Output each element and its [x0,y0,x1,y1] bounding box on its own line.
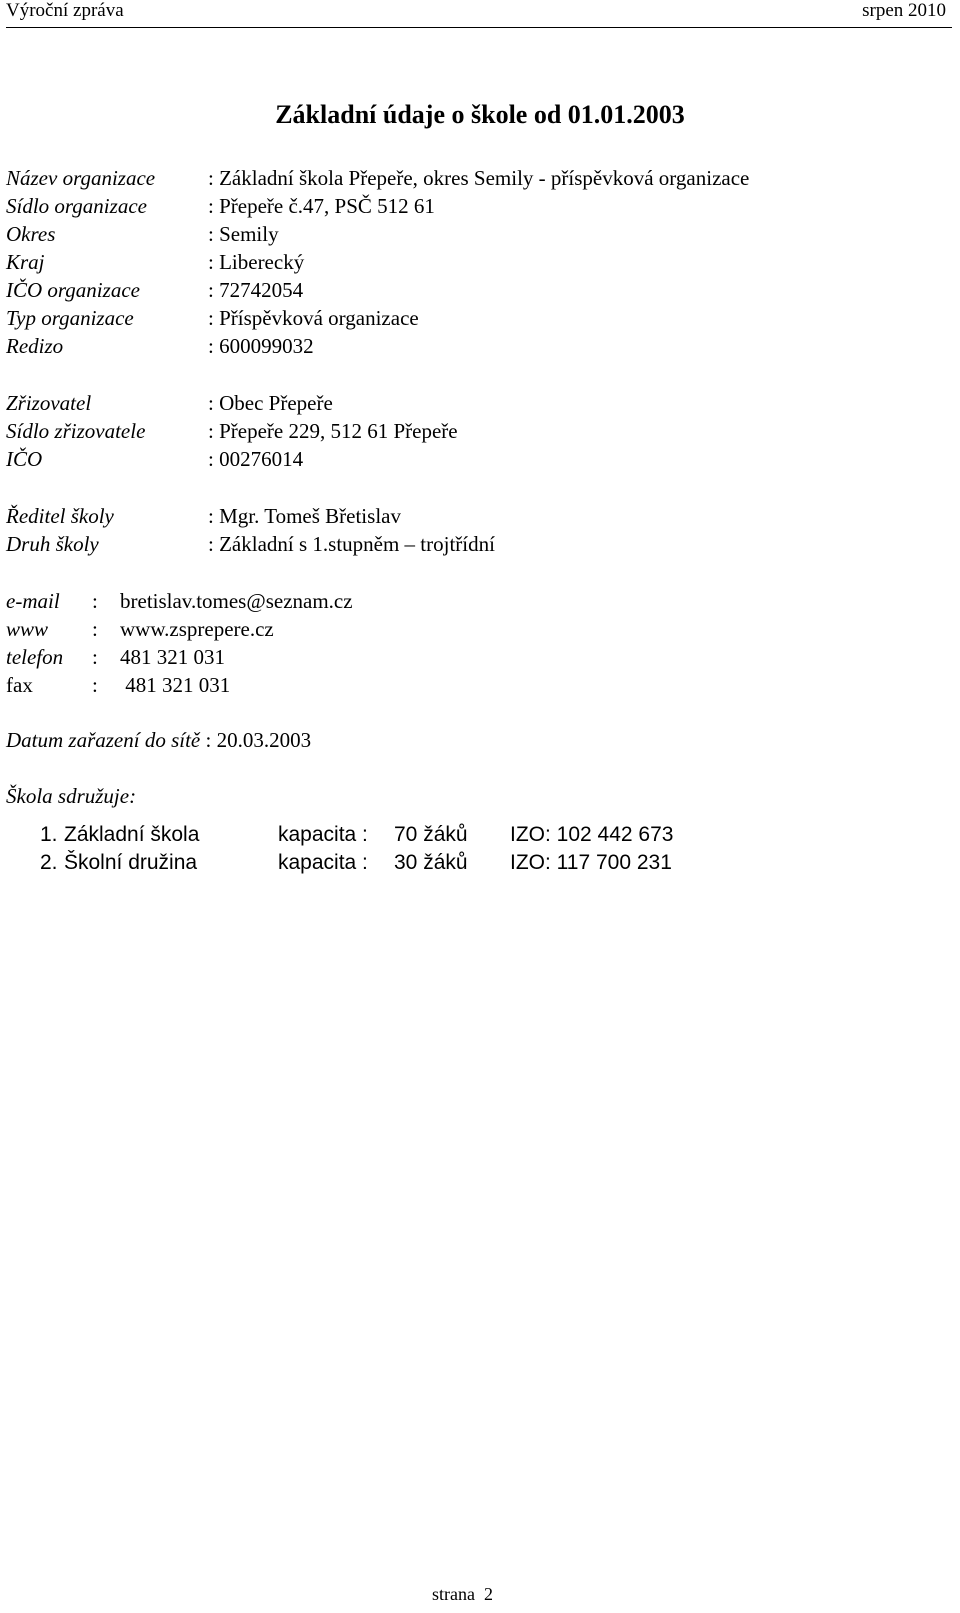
info-value: : Mgr. Tomeš Břetislav [208,504,401,528]
header-title: Výroční zpráva [6,0,124,21]
header-rule [6,27,952,28]
info-value: : Příspěvková organizace [208,306,419,330]
info-value: : Obec Přepeře [208,391,333,415]
info-label: Typ organizace [6,306,134,330]
fax-value: 481 321 031 [120,673,231,697]
member-izo: IZO: 102 442 673 [510,823,674,846]
contact-label: e-mail [6,589,60,613]
member-capacity-label: kapacita : [278,823,368,846]
info-label: Zřizovatel [6,391,92,415]
member-capacity-value: 70 žáků [394,823,468,846]
page-number: strana 2 [432,1584,493,1604]
info-label: Ředitel školy [6,504,114,528]
website-link[interactable]: www.zsprepere.cz [120,617,274,641]
contact-separator: : [92,617,98,641]
member-number: 1. [40,823,58,846]
info-label: Redizo [6,334,64,358]
contact-separator: : [92,645,98,669]
skola-sdruzuje-heading: Škola sdružuje: [6,784,137,808]
info-label: Druh školy [6,532,99,556]
page-header [0,0,960,30]
header-date: srpen 2010 [862,0,946,21]
contact-label: fax [6,673,33,697]
member-capacity-value: 30 žáků [394,851,468,874]
info-value: : Základní s 1.stupněm – trojtřídní [208,532,495,556]
member-izo: IZO: 117 700 231 [510,851,672,874]
datum-label: Datum zařazení do sítě [6,728,201,752]
info-label: Sídlo zřizovatele [6,419,146,443]
contact-label: www [6,617,49,641]
member-name: Základní škola [64,823,200,846]
info-value: : Přepeře č.47, PSČ 512 61 [208,194,435,218]
info-value: : 00276014 [208,447,304,471]
info-value: : 600099032 [208,334,314,358]
info-value: : Liberecký [208,250,305,274]
datum-zarazeni [6,728,311,753]
email-link[interactable]: bretislav.tomes@seznam.cz [120,589,353,613]
member-name: Školní družina [64,851,198,874]
info-label: Okres [6,222,56,246]
info-label: Sídlo organizace [6,194,147,218]
info-value: : 72742054 [208,278,304,302]
info-label: IČO [6,447,43,471]
contact-label: telefon [6,645,64,669]
datum-value: : 20.03.2003 [200,728,312,752]
info-label: IČO organizace [6,278,140,302]
member-number: 2. [40,851,58,874]
contact-separator: : [92,673,98,697]
page-title: Základní údaje o škole od 01.01.2003 [275,100,685,129]
info-label: Kraj [6,250,45,274]
member-capacity-label: kapacita : [278,851,368,874]
info-value: : Semily [208,222,279,246]
info-value: : Základní škola Přepeře, okres Semily - příspěvková organizace [208,166,750,190]
phone-value: 481 321 031 [120,645,225,669]
contact-separator: : [92,589,98,613]
info-label: Název organizace [6,166,156,190]
info-value: : Přepeře 229, 512 61 Přepeře [208,419,458,443]
